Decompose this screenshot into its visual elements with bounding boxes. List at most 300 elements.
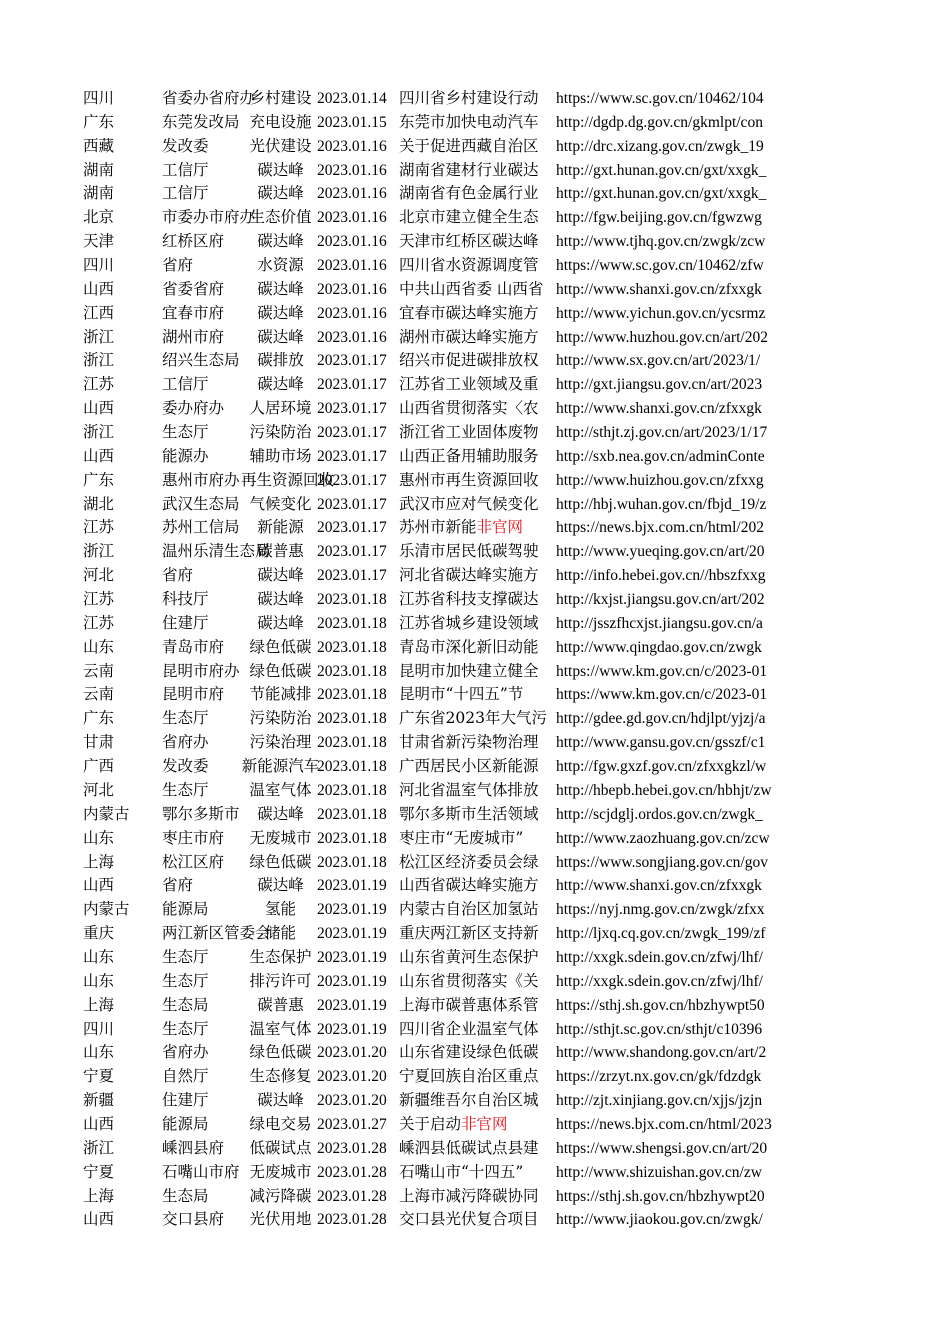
- table-row: [83, 111, 795, 135]
- org-cell: 惠州市府办: [162, 470, 240, 489]
- title-text: 宁夏回族自治区重点: [399, 1067, 539, 1086]
- date-cell: 2023.01.27: [317, 1115, 387, 1133]
- province-cell: 甘肃: [83, 733, 115, 752]
- title-cell: [399, 349, 556, 373]
- url-cell[interactable]: http://www.huzhou.gov.cn/art/202: [556, 328, 768, 346]
- url-cell[interactable]: http://gxt.hunan.gov.cn/gxt/xxgk_: [556, 161, 767, 179]
- table-row: [83, 278, 795, 302]
- url-cell[interactable]: http://www.shizuishan.gov.cn/zw: [556, 1163, 762, 1181]
- date-cell: 2023.01.16: [317, 185, 387, 203]
- date-cell: 2023.01.17: [317, 471, 387, 489]
- title-text: 河北省碳达峰实施方: [399, 566, 539, 585]
- province-cell: 浙江: [83, 1138, 115, 1157]
- org-cell: 武汉生态局: [162, 494, 240, 513]
- org-cell: 枣庄市府: [162, 828, 225, 847]
- date-cell: 2023.01.19: [317, 877, 387, 895]
- province-cell: 重庆: [83, 924, 115, 943]
- url-cell[interactable]: http://jsszfhcxjst.jiangsu.gov.cn/a: [556, 614, 763, 632]
- title-cell: [399, 970, 556, 994]
- title-text: 石嘴山市“十四五”: [399, 1162, 524, 1181]
- province-cell: 四川: [83, 256, 115, 275]
- tag-cell: 碳达峰: [257, 804, 304, 823]
- title-cell: [399, 182, 556, 206]
- date-cell: 2023.01.18: [317, 805, 387, 823]
- title-text: 上海市减污降碳协同: [399, 1186, 539, 1205]
- table-row: [83, 731, 795, 755]
- title-text: 嵊泗县低碳试点县建: [399, 1138, 539, 1157]
- title-text: 重庆两江新区支持新: [399, 924, 539, 943]
- table-row: [83, 182, 795, 206]
- date-cell: 2023.01.16: [317, 209, 387, 227]
- table-row: [83, 827, 795, 851]
- url-cell[interactable]: http://gxt.jiangsu.gov.cn/art/2023: [556, 376, 763, 394]
- date-cell: 2023.01.20: [317, 1092, 387, 1110]
- province-cell: 山东: [83, 971, 115, 990]
- date-cell: 2023.01.16: [317, 304, 387, 322]
- org-cell: 能源办: [162, 446, 209, 465]
- date-cell: 2023.01.16: [317, 280, 387, 298]
- title-cell: [399, 898, 556, 922]
- province-cell: 山西: [83, 876, 115, 895]
- tag-cell: 低碳试点: [249, 1138, 312, 1157]
- tag-cell: 排污许可: [249, 971, 312, 990]
- url-cell[interactable]: http://sthjt.zj.gov.cn/art/2023/1/17: [556, 424, 768, 442]
- title-text: 湖南省建材行业碳达: [399, 160, 539, 179]
- title-text: 中共山西省委 山西省: [399, 279, 544, 298]
- org-cell: 昆明市府: [162, 685, 225, 704]
- province-cell: 浙江: [83, 327, 115, 346]
- title-text: 宜春市碳达峰实施方: [399, 303, 539, 322]
- province-cell: 江苏: [83, 375, 115, 394]
- title-text: 四川省企业温室气体: [399, 1019, 539, 1038]
- table-row: [83, 540, 795, 564]
- tag-cell: 碳达峰: [257, 613, 304, 632]
- title-cell: [399, 803, 556, 827]
- org-cell: 鄂尔多斯市: [162, 804, 240, 823]
- tag-cell: 绿色低碳: [249, 852, 312, 871]
- title-text: 昆明市“十四五”节: [399, 685, 524, 704]
- date-cell: 2023.01.17: [317, 352, 387, 370]
- table-row: [83, 493, 795, 517]
- org-cell: 生态局: [162, 1186, 209, 1205]
- url-cell[interactable]: http://kxjst.jiangsu.gov.cn/art/202: [556, 591, 765, 609]
- tag-cell: 节能减排: [249, 685, 312, 704]
- province-cell: 上海: [83, 995, 115, 1014]
- title-cell: [399, 159, 556, 183]
- url-cell[interactable]: http://www.shanxi.gov.cn/zfxxgk: [556, 877, 762, 895]
- title-cell: [399, 779, 556, 803]
- tag-cell: 碳达峰: [257, 375, 304, 394]
- url-cell[interactable]: http://gdee.gd.gov.cn/hdjlpt/yjzj/a: [556, 710, 766, 728]
- tag-cell: 碳达峰: [257, 160, 304, 179]
- title-text: 青岛市深化新旧动能: [399, 637, 539, 656]
- org-cell: 省府: [162, 876, 194, 895]
- tag-cell: 无废城市: [249, 1162, 312, 1181]
- title-cell: [399, 421, 556, 445]
- title-cell: [399, 731, 556, 755]
- date-cell: 2023.01.19: [317, 925, 387, 943]
- tag-cell: 碳达峰: [257, 327, 304, 346]
- url-cell[interactable]: http://www.qingdao.gov.cn/zwgk: [556, 638, 762, 656]
- tag-cell: 污染防治: [249, 709, 312, 728]
- title-cell: [399, 397, 556, 421]
- province-cell: 四川: [83, 1019, 115, 1038]
- url-cell[interactable]: http://www.huizhou.gov.cn/zfxxg: [556, 471, 764, 489]
- title-text: 山东省建设绿色低碳: [399, 1043, 539, 1062]
- province-cell: 江西: [83, 303, 115, 322]
- tag-cell: 污染防治: [249, 423, 312, 442]
- url-cell[interactable]: http://www.shanxi.gov.cn/zfxxgk: [556, 400, 762, 418]
- tag-cell: 碳达峰: [257, 566, 304, 585]
- url-cell[interactable]: http://gxt.hunan.gov.cn/gxt/xxgk_: [556, 185, 767, 203]
- title-cell: [399, 230, 556, 254]
- date-cell: 2023.01.17: [317, 376, 387, 394]
- title-cell: [399, 612, 556, 636]
- table-row: [83, 445, 795, 469]
- url-cell[interactable]: http://www.sx.gov.cn/art/2023/1/: [556, 352, 761, 370]
- date-cell: 2023.01.28: [317, 1163, 387, 1181]
- org-cell: 宜春市府: [162, 303, 225, 322]
- title-cell: [399, 111, 556, 135]
- table-row: [83, 612, 795, 636]
- province-cell: 江苏: [83, 590, 115, 609]
- org-cell: 绍兴生态局: [162, 351, 240, 370]
- org-cell: 工信厅: [162, 184, 209, 203]
- org-cell: 住建厅: [162, 613, 209, 632]
- url-cell[interactable]: http://www.zaozhuang.gov.cn/zcw: [556, 829, 770, 847]
- title-cell: [399, 1089, 556, 1113]
- title-cell: [399, 206, 556, 230]
- url-cell[interactable]: https://www.km.gov.cn/c/2023-01: [556, 686, 768, 704]
- org-cell: 交口县府: [162, 1210, 225, 1229]
- table-row: [83, 1089, 795, 1113]
- org-cell: 生态厅: [162, 423, 209, 442]
- title-text: 河北省温室气体排放: [399, 780, 539, 799]
- date-cell: 2023.01.18: [317, 781, 387, 799]
- table-row: [83, 230, 795, 254]
- title-cell: [399, 588, 556, 612]
- title-cell: [399, 1065, 556, 1089]
- title-cell: [399, 1113, 556, 1137]
- province-cell: 山东: [83, 828, 115, 847]
- title-text: 四川省水资源调度管: [399, 256, 539, 275]
- table-row: [83, 1161, 795, 1185]
- tag-cell: 生态修复: [249, 1067, 312, 1086]
- province-cell: 上海: [83, 852, 115, 871]
- province-cell: 新疆: [83, 1091, 115, 1110]
- date-cell: 2023.01.17: [317, 424, 387, 442]
- org-cell: 委办府办: [162, 399, 225, 418]
- url-cell[interactable]: https://www.shengsi.gov.cn/art/20: [556, 1139, 768, 1157]
- province-cell: 江苏: [83, 613, 115, 632]
- date-cell: 2023.01.17: [317, 400, 387, 418]
- title-cell: [399, 445, 556, 469]
- table-row: [83, 564, 795, 588]
- org-cell: 省府办: [162, 1043, 209, 1062]
- province-cell: 湖南: [83, 160, 115, 179]
- url-cell[interactable]: http://www.yueqing.gov.cn/art/20: [556, 543, 765, 561]
- title-text: 湖州市碳达峰实施方: [399, 327, 539, 346]
- title-text: 内蒙古自治区加氢站: [399, 900, 539, 919]
- url-cell[interactable]: https://zrzyt.nx.gov.cn/gk/fdzdgk: [556, 1068, 762, 1086]
- date-cell: 2023.01.16: [317, 137, 387, 155]
- title-text: 交口县光伏复合项目: [399, 1210, 539, 1229]
- date-cell: 2023.01.18: [317, 662, 387, 680]
- url-cell[interactable]: http://hbepb.hebei.gov.cn/hbhjt/zw: [556, 781, 772, 799]
- province-cell: 广东: [83, 470, 115, 489]
- tag-cell: 光伏建设: [249, 136, 312, 155]
- url-cell[interactable]: http://www.jiaokou.gov.cn/zwgk/: [556, 1211, 763, 1229]
- date-cell: 2023.01.19: [317, 972, 387, 990]
- table-row: [83, 349, 795, 373]
- table-row: [83, 683, 795, 707]
- table-row: [83, 922, 795, 946]
- table-row: [83, 397, 795, 421]
- url-cell[interactable]: https://sthj.sh.gov.cn/hbzhywpt20: [556, 1187, 765, 1205]
- date-cell: 2023.01.28: [317, 1211, 387, 1229]
- table-row: [83, 636, 795, 660]
- title-cell: [399, 946, 556, 970]
- org-cell: 生态厅: [162, 947, 209, 966]
- title-text: 枣庄市“无废城市”: [399, 828, 524, 847]
- province-cell: 天津: [83, 232, 115, 251]
- province-cell: 山西: [83, 446, 115, 465]
- url-cell[interactable]: https://sthj.sh.gov.cn/hbzhywpt50: [556, 996, 765, 1014]
- org-cell: 发改委: [162, 136, 209, 155]
- url-cell[interactable]: http://www.shandong.gov.cn/art/2: [556, 1044, 767, 1062]
- title-cell: [399, 874, 556, 898]
- title-cell: [399, 254, 556, 278]
- org-cell: 两江新区管委会: [162, 924, 271, 943]
- title-cell: [399, 851, 556, 875]
- url-cell[interactable]: https://news.bjx.com.cn/html/202: [556, 519, 764, 537]
- province-cell: 西藏: [83, 136, 115, 155]
- tag-cell: 光伏用地: [249, 1210, 312, 1229]
- title-text: 江苏省科技支撑碳达: [399, 590, 539, 609]
- title-cell: [399, 278, 556, 302]
- org-cell: 青岛市府: [162, 637, 225, 656]
- province-cell: 湖北: [83, 494, 115, 513]
- table-row: [83, 1041, 795, 1065]
- url-cell[interactable]: https://www.km.gov.cn/c/2023-01: [556, 662, 768, 680]
- province-cell: 河北: [83, 780, 115, 799]
- title-text: 山东省贯彻落实《关: [399, 971, 539, 990]
- url-cell[interactable]: http://sxb.nea.gov.cn/adminConte: [556, 447, 765, 465]
- table-row: [83, 469, 795, 493]
- title-cell: [399, 683, 556, 707]
- url-cell[interactable]: http://www.shanxi.gov.cn/zfxxgk: [556, 280, 762, 298]
- title-cell: [399, 1161, 556, 1185]
- tag-cell: 生态价值: [249, 208, 312, 227]
- url-cell[interactable]: http://ljxq.cq.gov.cn/zwgk_199/zf: [556, 925, 766, 943]
- title-cell: [399, 1185, 556, 1209]
- province-cell: 江苏: [83, 518, 115, 537]
- date-cell: 2023.01.19: [317, 948, 387, 966]
- org-cell: 生态厅: [162, 1019, 209, 1038]
- url-cell[interactable]: http://hbj.wuhan.gov.cn/fbjd_19/z: [556, 495, 767, 513]
- org-cell: 东莞发改局: [162, 112, 240, 131]
- table-row: [83, 898, 795, 922]
- date-cell: 2023.01.17: [317, 567, 387, 585]
- province-cell: 宁夏: [83, 1162, 115, 1181]
- org-cell: 自然厅: [162, 1067, 209, 1086]
- url-cell[interactable]: http://www.yichun.gov.cn/ycsrmz: [556, 304, 766, 322]
- title-text: 四川省乡村建设行动: [399, 89, 539, 107]
- url-cell[interactable]: https://www.songjiang.gov.cn/gov: [556, 853, 768, 871]
- table-row: [83, 516, 795, 540]
- org-cell: 住建厅: [162, 1091, 209, 1110]
- date-cell: 2023.01.17: [317, 495, 387, 513]
- tag-cell: 再生资源回收: [241, 470, 335, 489]
- tag-cell: 氢能: [264, 900, 296, 919]
- title-text: 武汉市应对气候变化: [399, 494, 539, 513]
- table-row: [83, 135, 795, 159]
- org-cell: 温州乐清生态局: [162, 542, 271, 561]
- table-row: [83, 1113, 795, 1137]
- table-row: [83, 755, 795, 779]
- title-cell: [399, 540, 556, 564]
- province-cell: 山西: [83, 399, 115, 418]
- title-cell: [399, 660, 556, 684]
- title-cell: [399, 707, 556, 731]
- title-cell: [399, 87, 556, 111]
- province-cell: 浙江: [83, 351, 115, 370]
- table-row: [83, 1065, 795, 1089]
- org-cell: 昆明市府办: [162, 661, 240, 680]
- date-cell: 2023.01.15: [317, 113, 387, 131]
- org-cell: 生态厅: [162, 971, 209, 990]
- title-text: 昆明市加快建立健全: [399, 661, 539, 680]
- date-cell: 2023.01.18: [317, 710, 387, 728]
- tag-cell: 碳普惠: [257, 542, 304, 561]
- tag-cell: 充电设施: [249, 112, 312, 131]
- table-row: [83, 1185, 795, 1209]
- table-row: [83, 779, 795, 803]
- title-cell: [399, 636, 556, 660]
- province-cell: 山东: [83, 1043, 115, 1062]
- table-row: [83, 707, 795, 731]
- org-cell: 石嘴山市府: [162, 1162, 240, 1181]
- title-cell: [399, 373, 556, 397]
- date-cell: 2023.01.18: [317, 734, 387, 752]
- tag-cell: 碳排放: [257, 351, 304, 370]
- title-cell: [399, 994, 556, 1018]
- date-cell: 2023.01.18: [317, 758, 387, 776]
- url-cell[interactable]: http://sthjt.sc.gov.cn/sthjt/c10396: [556, 1020, 763, 1038]
- province-cell: 广西: [83, 757, 115, 776]
- org-cell: 省府: [162, 566, 194, 585]
- title-cell: [399, 516, 556, 540]
- url-cell[interactable]: http://xxgk.sdein.gov.cn/zfwj/lhf/: [556, 972, 763, 990]
- url-cell[interactable]: http://www.tjhq.gov.cn/zwgk/zcw: [556, 233, 766, 251]
- date-cell: 2023.01.19: [317, 996, 387, 1014]
- url-cell[interactable]: http://info.hebei.gov.cn//hbszfxxg: [556, 567, 766, 585]
- org-cell: 省府: [162, 256, 194, 275]
- org-cell: 工信厅: [162, 375, 209, 394]
- url-cell[interactable]: http://fgw.gxzf.gov.cn/zfxxgkzl/w: [556, 758, 767, 776]
- title-text: 山东省黄河生态保护: [399, 947, 539, 966]
- title-text: 山西正备用辅助服务: [399, 446, 539, 465]
- table-row: [83, 87, 795, 111]
- title-text: 甘肃省新污染物治理: [399, 733, 539, 752]
- title-text: 山西省碳达峰实施方: [399, 876, 539, 895]
- url-cell[interactable]: http://xxgk.sdein.gov.cn/zfwj/lhf/: [556, 948, 763, 966]
- url-cell[interactable]: https://nyj.nmg.gov.cn/zwgk/zfxx: [556, 901, 765, 919]
- title-text: 江苏省城乡建设领域: [399, 613, 539, 632]
- tag-cell: 无废城市: [249, 828, 312, 847]
- tag-cell: 温室气体: [249, 1019, 312, 1038]
- province-cell: 广东: [83, 112, 115, 131]
- tag-cell: 人居环境: [249, 399, 312, 418]
- title-text: 乐清市居民低碳驾驶: [399, 542, 539, 561]
- province-cell: 云南: [83, 685, 115, 704]
- date-cell: 2023.01.28: [317, 1187, 387, 1205]
- title-cell: [399, 827, 556, 851]
- url-cell[interactable]: https://www.sc.gov.cn/10462/zfw: [556, 257, 764, 275]
- title-text: 苏州市新能: [399, 518, 477, 537]
- title-text: 广东省2023年大气污: [399, 709, 547, 728]
- title-text: 鄂尔多斯市生活领域: [399, 804, 539, 823]
- org-cell: 苏州工信局: [162, 518, 240, 537]
- province-cell: 山西: [83, 1210, 115, 1229]
- date-cell: 2023.01.16: [317, 161, 387, 179]
- date-cell: 2023.01.17: [317, 519, 387, 537]
- table-row: [83, 1018, 795, 1042]
- url-cell[interactable]: http://dgdp.dg.gov.cn/gkmlpt/con: [556, 113, 763, 131]
- title-text: 绍兴市促进碳排放权: [399, 351, 539, 370]
- url-cell[interactable]: http://www.gansu.gov.cn/gsszf/c1: [556, 734, 766, 752]
- org-cell: 嵊泗县府: [162, 1138, 225, 1157]
- title-cell: [399, 755, 556, 779]
- table-row: [83, 588, 795, 612]
- title-text: 关于启动: [399, 1114, 462, 1133]
- url-cell[interactable]: http://zjt.xinjiang.gov.cn/xjjs/jzjn: [556, 1092, 763, 1110]
- title-text: 上海市碳普惠体系管: [399, 995, 539, 1014]
- url-cell[interactable]: http://fgw.beijing.gov.cn/fgwzwg: [556, 209, 762, 227]
- table-row: [83, 421, 795, 445]
- date-cell: 2023.01.18: [317, 591, 387, 609]
- date-cell: 2023.01.18: [317, 638, 387, 656]
- title-text: 惠州市再生资源回收: [399, 470, 539, 489]
- date-cell: 2023.01.20: [317, 1068, 387, 1086]
- province-cell: 河北: [83, 566, 115, 585]
- province-cell: 北京: [83, 208, 115, 227]
- url-cell[interactable]: https://www.sc.gov.cn/10462/104: [556, 90, 764, 107]
- spreadsheet: [83, 87, 795, 1232]
- date-cell: 2023.01.18: [317, 853, 387, 871]
- tag-cell: 新能源: [257, 518, 304, 537]
- url-cell[interactable]: http://drc.xizang.gov.cn/zwgk_19: [556, 137, 764, 155]
- date-cell: 2023.01.20: [317, 1044, 387, 1062]
- province-cell: 宁夏: [83, 1067, 115, 1086]
- table-row: [83, 302, 795, 326]
- tag-cell: 碳达峰: [257, 876, 304, 895]
- province-cell: 山东: [83, 947, 115, 966]
- tag-cell: 碳普惠: [257, 995, 304, 1014]
- date-cell: 2023.01.18: [317, 614, 387, 632]
- url-cell[interactable]: https://news.bjx.com.cn/html/2023: [556, 1115, 772, 1133]
- date-cell: 2023.01.17: [317, 543, 387, 561]
- date-cell: 2023.01.28: [317, 1139, 387, 1157]
- tag-cell: 温室气体: [249, 780, 312, 799]
- title-cell: [399, 1208, 556, 1232]
- tag-cell: 碳达峰: [257, 303, 304, 322]
- tag-cell: 碳达峰: [257, 1091, 304, 1110]
- table-row: [83, 1208, 795, 1232]
- url-cell[interactable]: http://scjdglj.ordos.gov.cn/zwgk_: [556, 805, 763, 823]
- title-text: 广西居民小区新能源: [399, 757, 539, 776]
- tag-cell: 生态保护: [249, 947, 312, 966]
